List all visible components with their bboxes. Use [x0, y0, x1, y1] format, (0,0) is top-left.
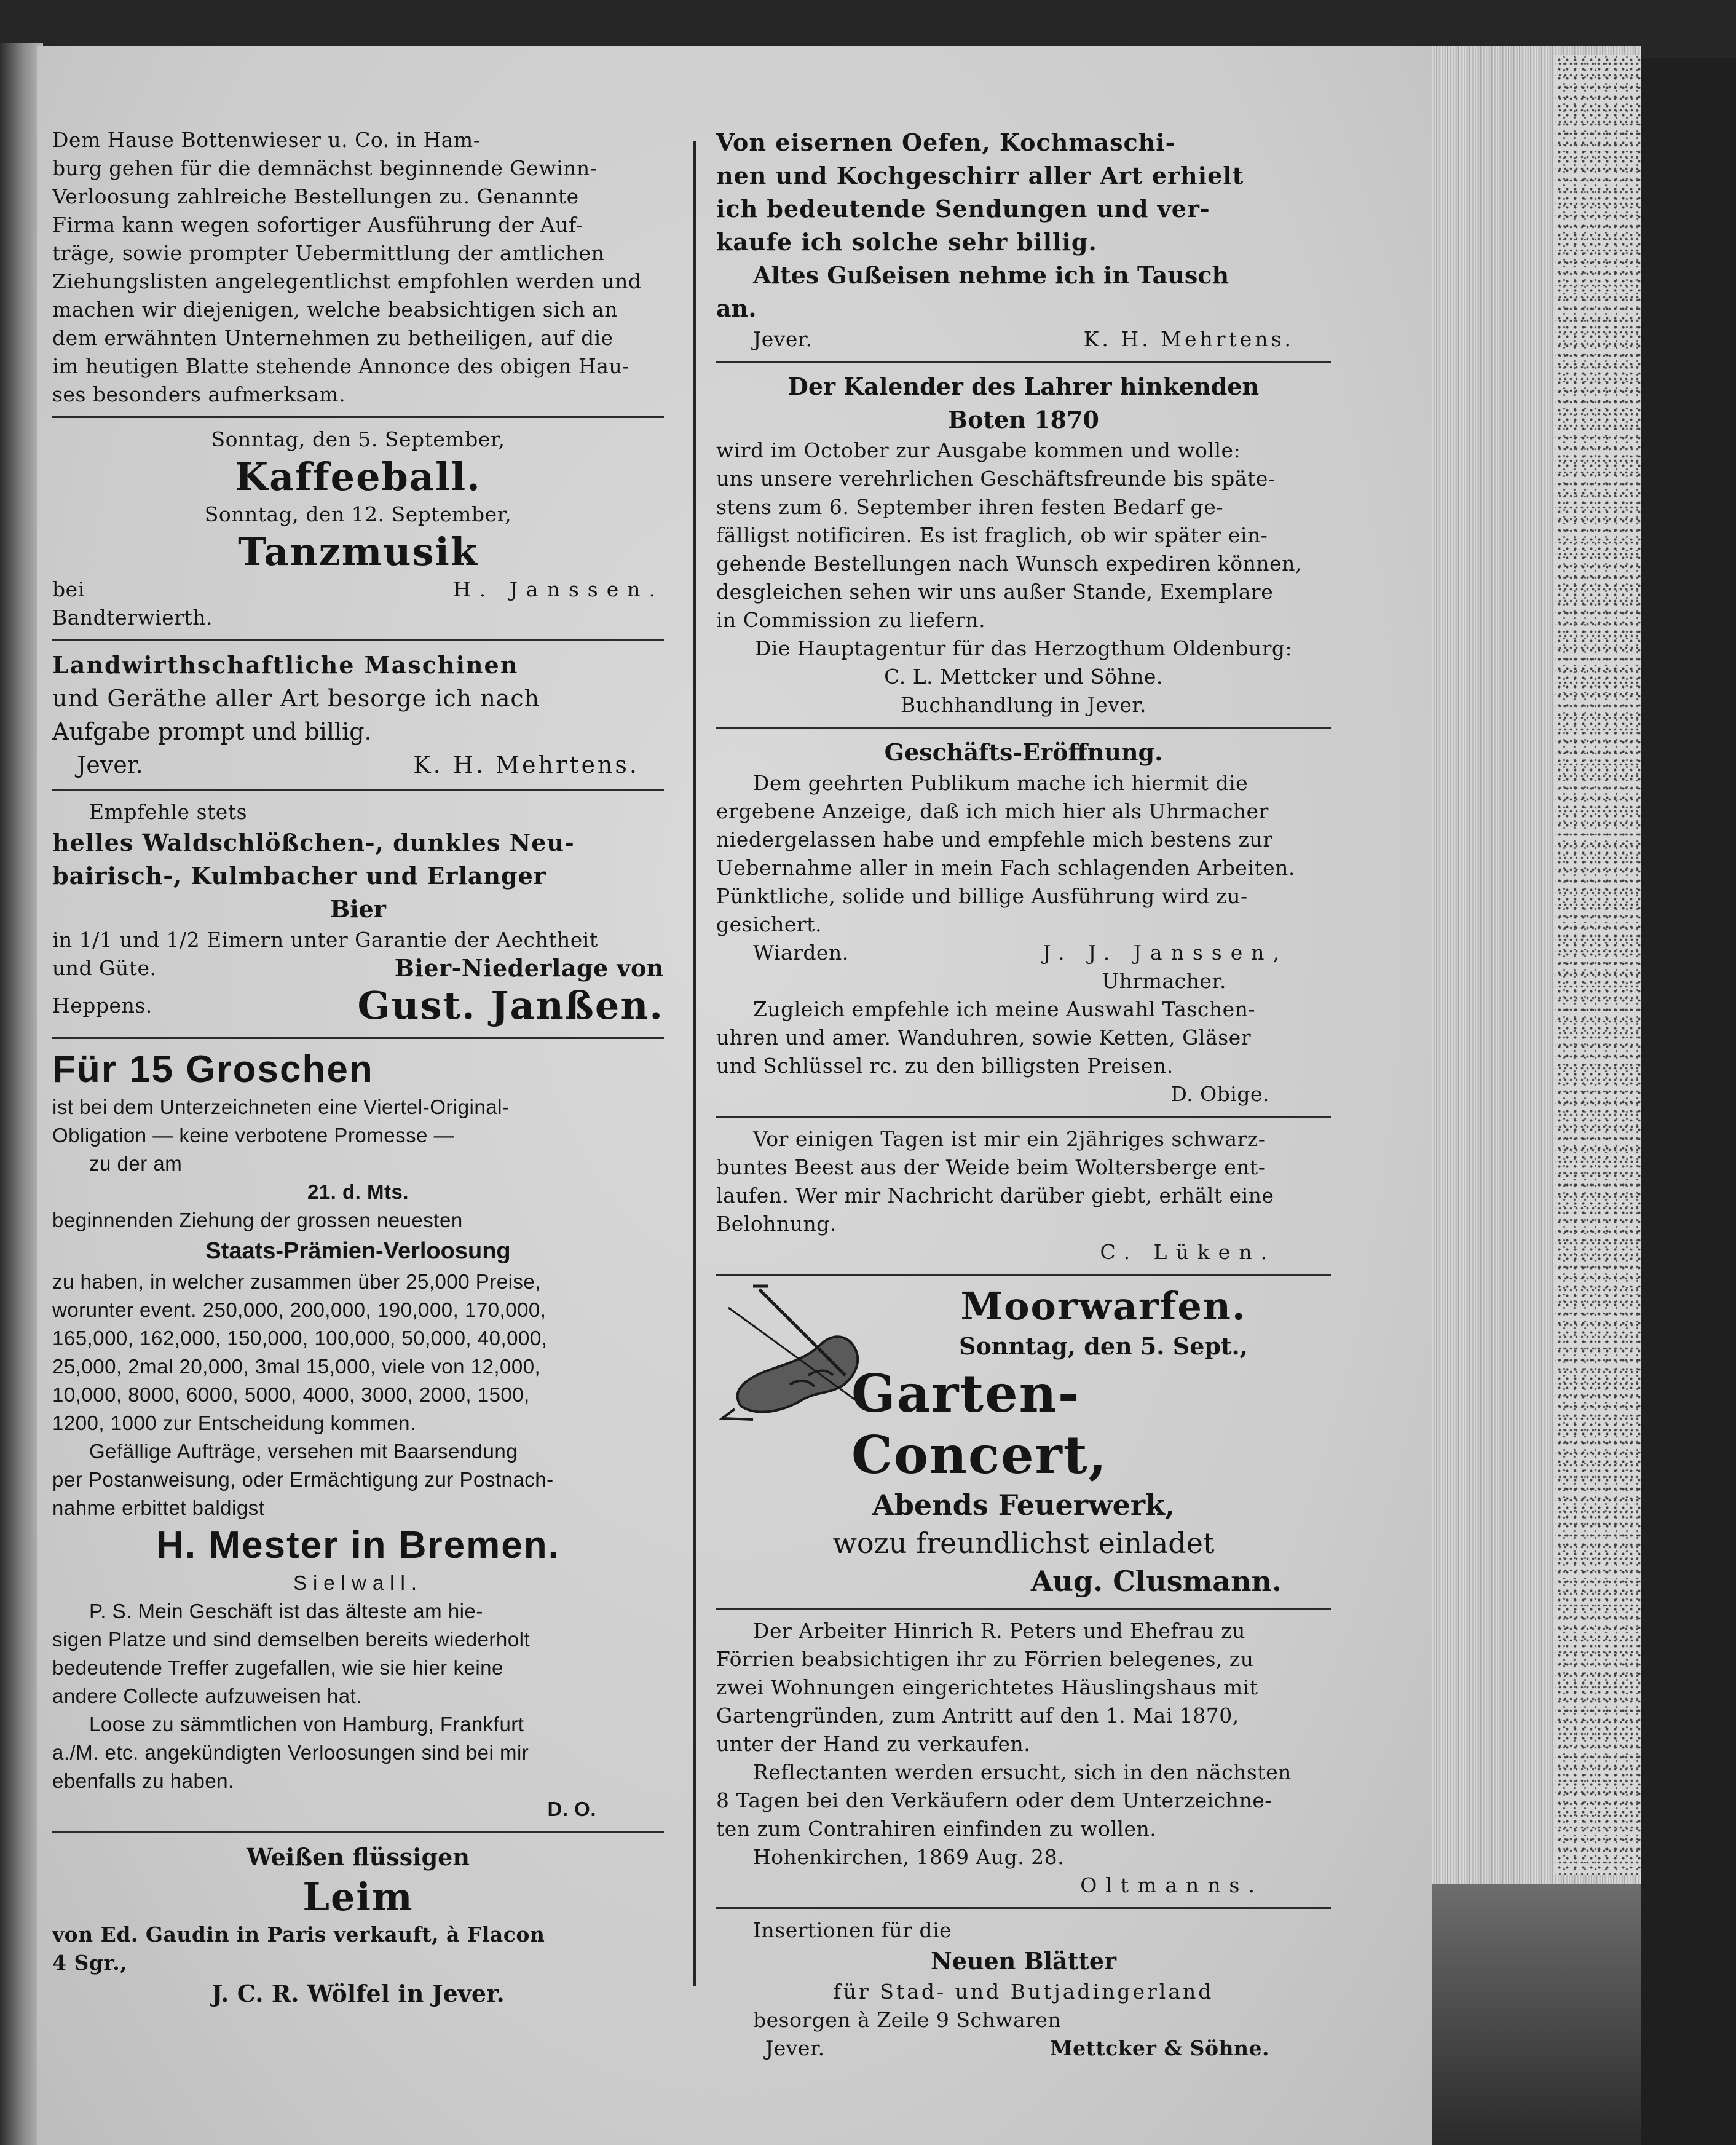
ad-text-line: Verloosung zahlreiche Bestellungen zu. Genannte [52, 184, 579, 208]
ad-text-line: für Stad- und Butjadingerland [833, 1980, 1214, 2004]
ad-text-line: Obligation — keine verbotene Promesse — [52, 1124, 455, 1147]
ad-text-line: besorgen à Zeile 9 Schwaren [753, 2008, 1062, 2032]
ad-lotterie-mester [52, 1046, 664, 1823]
ad-text-line: Gartengründen, zum Antritt auf den 1. Mai 1870, [716, 1704, 1239, 1728]
ad-signature: Aug. Clusmann. [1030, 1565, 1282, 1598]
ad-text-line: Weißen flüssigen [247, 1843, 470, 1871]
ad-text-line: Dem geehrten Publikum mache ich hiermit die [753, 771, 1249, 795]
ad-date-line: Sonntag, den 5. September, [211, 427, 505, 451]
ad-signature: J. C. R. Wölfel in Jever. [211, 1980, 505, 2007]
ad-place: Wiarden. [753, 941, 849, 965]
ad-separator [52, 1037, 664, 1039]
ad-separator [716, 1116, 1331, 1118]
ad-place: Jever. [765, 2036, 825, 2060]
ad-text-line: bedeutende Treffer zugefallen, wie sie hier keine [52, 1656, 503, 1679]
ad-separator [716, 727, 1331, 729]
ad-heading: Tanzmusik [238, 529, 478, 574]
ad-text-line: ist bei dem Unterzeichneten eine Viertel-Original- [52, 1096, 510, 1118]
ad-text-line: stens zum 6. September ihren festen Bedarf ge- [716, 495, 1223, 519]
ad-text-line: P. S. Mein Geschäft ist das älteste am hie- [89, 1600, 483, 1622]
ad-heading: Bier [330, 895, 386, 923]
ad-text-line: Empfehle stets [89, 800, 247, 824]
ad-street: Sielwall. [293, 1571, 424, 1594]
ad-text-line: uhren und amer. Wanduhren, sowie Ketten, Gläser [716, 1025, 1251, 1049]
ad-text: Bier-Niederlage von [394, 954, 664, 982]
ad-text-line: Uebernahme aller in mein Fach schlagenden Arbeiten. [716, 856, 1295, 880]
ad-heading: an. [716, 294, 757, 322]
ad-text-line: in Commission zu liefern. [716, 608, 986, 632]
ad-date-line: Sonntag, den 5. Sept., [959, 1332, 1248, 1360]
ad-signature: Mettcker & Söhne. [1050, 2036, 1269, 2060]
ad-text-line: niedergelassen habe und empfehle mich bestens zur [716, 828, 1273, 851]
ad-separator [52, 1831, 664, 1833]
ad-kaffeeball [52, 425, 664, 632]
ad-text-line: Loose zu sämmtlichen von Hamburg, Frankfurt [89, 1713, 524, 1736]
ad-signature: Oltmanns. [1080, 1873, 1263, 1897]
ad-heading: Garten-Concert, [851, 1363, 1108, 1485]
column-divider [693, 141, 696, 1986]
ad-separator [716, 1907, 1331, 1909]
ad-text-line: Vor einigen Tagen ist mir ein 2jähriges schwarz- [753, 1127, 1266, 1151]
ad-text-line: beginnenden Ziehung der grossen neuesten [52, 1209, 463, 1231]
ad-text: und Güte. [52, 956, 157, 980]
ad-heading: Leim [302, 1874, 414, 1919]
ad-text-line: wozu freundlichst einladet [832, 1527, 1215, 1560]
book-speckled-edge [1555, 55, 1641, 1875]
ad-separator [716, 1608, 1331, 1610]
ad-text-line: Abends Feuerwerk, [872, 1488, 1175, 1522]
ad-text-line: zu der am [89, 1152, 183, 1175]
ad-text-line: zu haben, in welcher zusammen über 25,000 Preise, [52, 1270, 541, 1293]
ad-place: Heppens. [52, 993, 152, 1017]
ad-signature: J. J. Janssen, [1043, 941, 1288, 965]
ad-text-line: Reflectanten werden ersucht, sich in den nächsten [753, 1760, 1292, 1784]
ad-kalender [716, 370, 1331, 719]
ad-signature: Gust. Janßen. [357, 983, 664, 1028]
ad-separator [52, 639, 664, 641]
ad-text-line: Belohnung. [716, 1212, 837, 1236]
ad-text-line: a./M. etc. angekündigten Verloosungen sind bei mir [52, 1741, 529, 1764]
ad-text-line: und Schlüssel rc. zu den billigsten Preisen. [716, 1054, 1174, 1078]
ad-heading: ich bedeutende Sendungen und ver- [716, 195, 1210, 223]
ad-text-line: träge, sowie prompter Uebermittlung der amtlichen [52, 241, 605, 265]
ad-text-line: Zugleich empfehle ich meine Auswahl Taschen- [753, 997, 1256, 1021]
ad-text-line: Der Arbeiter Hinrich R. Peters und Ehefrau zu [753, 1619, 1245, 1643]
ad-text-line: und Geräthe aller Art besorge ich nach [52, 685, 540, 712]
ad-text-line: von Ed. Gaudin in Paris verkauft, à Flacon [52, 1922, 545, 1946]
ad-text-line: unter der Hand zu verkaufen. [716, 1732, 1031, 1756]
violin-illustration-icon [716, 1283, 870, 1424]
ad-text-line: laufen. Wer mir Nachricht darüber giebt, erhält eine [716, 1183, 1274, 1207]
ad-text-line: Insertionen für die [753, 1918, 952, 1942]
ad-text-line: machen wir diejenigen, welche beabsichtigen sich an [52, 298, 618, 322]
ad-heading: Moorwarfen. [960, 1284, 1247, 1329]
ad-separator [716, 361, 1331, 363]
ad-place: Jever. [77, 751, 143, 778]
ad-heading: Neuen Blätter [930, 1947, 1117, 1975]
ad-heading: nen und Kochgeschirr aller Art erhielt [716, 162, 1244, 189]
ad-heading: helles Waldschlößchen-, dunkles Neu- [52, 829, 575, 856]
ad-text-line: dem erwähnten Unternehmen zu betheiligen, auf die [52, 326, 614, 350]
ad-heading: bairisch-, Kulmbacher und Erlanger [52, 862, 546, 890]
ad-signature: K. H. Mehrtens. [413, 751, 639, 778]
ad-text-line: ten zum Contrahiren einfinden zu wollen. [716, 1817, 1157, 1841]
ad-haeuslingshaus [716, 1617, 1331, 1900]
ad-heading: kaufe ich solche sehr billig. [716, 228, 1097, 256]
ad-oefen [716, 126, 1331, 354]
ad-text-line: Aufgabe prompt und billig. [52, 718, 372, 745]
ad-trade: Uhrmacher. [1102, 969, 1226, 993]
ad-subheading: Staats-Prämien-Verloosung [205, 1238, 511, 1264]
ad-date-line: Sonntag, den 12. September, [204, 502, 512, 526]
ad-place: Jever. [753, 327, 813, 351]
ad-heading: Boten 1870 [948, 406, 1099, 433]
ad-beest [716, 1125, 1331, 1266]
ad-text-line: 10,000, 8000, 6000, 5000, 4000, 3000, 2000, 1500, [52, 1383, 530, 1406]
ad-text-line: gehende Bestellungen nach Wunsch expediren können, [716, 551, 1302, 575]
ad-text-line: 25,000, 2mal 20,000, 3mal 15,000, viele von 12,000, [52, 1355, 541, 1378]
ad-signature: D. O. [547, 1798, 596, 1820]
ad-heading: Geschäfts-Eröffnung. [884, 738, 1163, 766]
ad-bier [52, 798, 664, 1029]
ad-text-line: Gefällige Aufträge, versehen mit Baarsendung [89, 1440, 518, 1463]
ad-signature: H. Janssen. [452, 577, 664, 601]
ad-text-line: ses besonders aufmerksam. [52, 382, 346, 406]
ad-signature: K. H. Mehrtens. [1083, 327, 1294, 351]
ad-text-line: sigen Platze und sind demselben bereits wiederholt [52, 1628, 531, 1651]
ad-heading: Von eisernen Oefen, Kochmaschi- [716, 128, 1176, 156]
ad-separator [52, 416, 664, 418]
right-column [716, 126, 1331, 2063]
ad-text-line: andere Collecte aufzuweisen hat. [52, 1685, 362, 1707]
ad-text-line: 4 Sgr., [52, 1951, 128, 1975]
ad-text-line: ergebene Anzeige, daß ich mich hier als Uhrmacher [716, 799, 1269, 823]
ad-dateline: Hohenkirchen, 1869 Aug. 28. [753, 1845, 1065, 1869]
ad-signature: C. L. Mettcker und Söhne. [884, 665, 1163, 689]
ad-text-line: 165,000, 162,000, 150,000, 100,000, 50,000, 40,000, [52, 1327, 548, 1349]
ad-text-line: zwei Wohnungen eingerichtetes Häuslingshaus mit [716, 1675, 1258, 1699]
ad-signature: D. Obige. [1170, 1082, 1269, 1106]
ad-text-line: burg gehen für die demnächst beginnende Gewinn- [52, 156, 598, 180]
ad-text-line: buntes Beest aus der Weide beim Woltersberge ent- [716, 1155, 1266, 1179]
ad-insertionen [716, 1916, 1331, 2063]
ad-text-line: per Postanweisung, oder Ermächtigung zur Postnach- [52, 1468, 554, 1491]
ad-trade: Bandterwierth. [52, 606, 213, 630]
ad-date: 21. d. Mts. [307, 1180, 409, 1203]
ad-text-line: 8 Tagen bei den Verkäufern oder dem Unterzeichne- [716, 1788, 1272, 1812]
ad-signature: C. Lüken. [1100, 1240, 1276, 1264]
ad-text-line: Buchhandlung in Jever. [900, 693, 1147, 717]
ad-text-line: desgleichen sehen wir uns außer Stande, Exemplare [716, 580, 1274, 604]
ad-text-line: worunter event. 250,000, 200,000, 190,000, 170,000, [52, 1298, 546, 1321]
ad-text-line: Dem Hause Bottenwieser u. Co. in Ham- [52, 128, 481, 152]
ad-text-line: fälligst notificiren. Es ist fraglich, ob wir später ein- [716, 523, 1268, 547]
ad-text-line: Die Hauptagentur für das Herzogthum Oldenburg: [754, 636, 1293, 660]
ad-text: bei [52, 577, 85, 601]
ad-text-line: in 1/1 und 1/2 Eimern unter Garantie der Aechtheit [52, 928, 598, 952]
ad-separator [716, 1274, 1331, 1276]
ad-text-line: ebenfalls zu haben. [52, 1769, 234, 1792]
ad-text-line: gesichert. [716, 912, 822, 936]
ad-heading: Für 15 Groschen [52, 1048, 374, 1091]
ad-text-line: Pünktliche, solide und billige Ausführung wird zu- [716, 884, 1248, 908]
ad-leim [52, 1841, 664, 2010]
ad-text-line: im heutigen Blatte stehende Annonce des obigen Hau- [52, 354, 629, 378]
ad-firm-name: H. Mester in Bremen. [156, 1524, 560, 1566]
ad-uhrmacher [716, 736, 1331, 1108]
ad-text-line: Förrien beabsichtigen ihr zu Förrien belegenes, zu [716, 1647, 1254, 1671]
ad-text-line: Ziehungslisten angelegentlichst empfohlen werden und [52, 269, 642, 293]
ad-text-line: wird im October zur Ausgabe kommen und wolle: [716, 438, 1241, 462]
ad-bottenwieser [52, 126, 664, 409]
ad-landwirthschaft [52, 649, 664, 781]
left-column [52, 126, 664, 2010]
ad-text-line: Firma kann wegen sofortiger Ausführung der Auf- [52, 213, 583, 237]
ad-text-line: 1200, 1000 zur Entscheidung kommen. [52, 1412, 416, 1434]
ad-separator [52, 789, 664, 791]
ad-heading: Kaffeeball. [235, 454, 481, 499]
ad-text-line: uns unsere verehrlichen Geschäftsfreunde bis späte- [716, 467, 1276, 491]
ad-garten-concert [716, 1283, 1331, 1600]
ad-heading: Altes Gußeisen nehme ich in Tausch [753, 261, 1229, 289]
ad-heading: Landwirthschaftliche Maschinen [52, 651, 519, 679]
ad-text-line: nahme erbittet baldigst [52, 1496, 265, 1519]
ad-heading: Der Kalender des Lahrer hinkenden [787, 373, 1260, 400]
